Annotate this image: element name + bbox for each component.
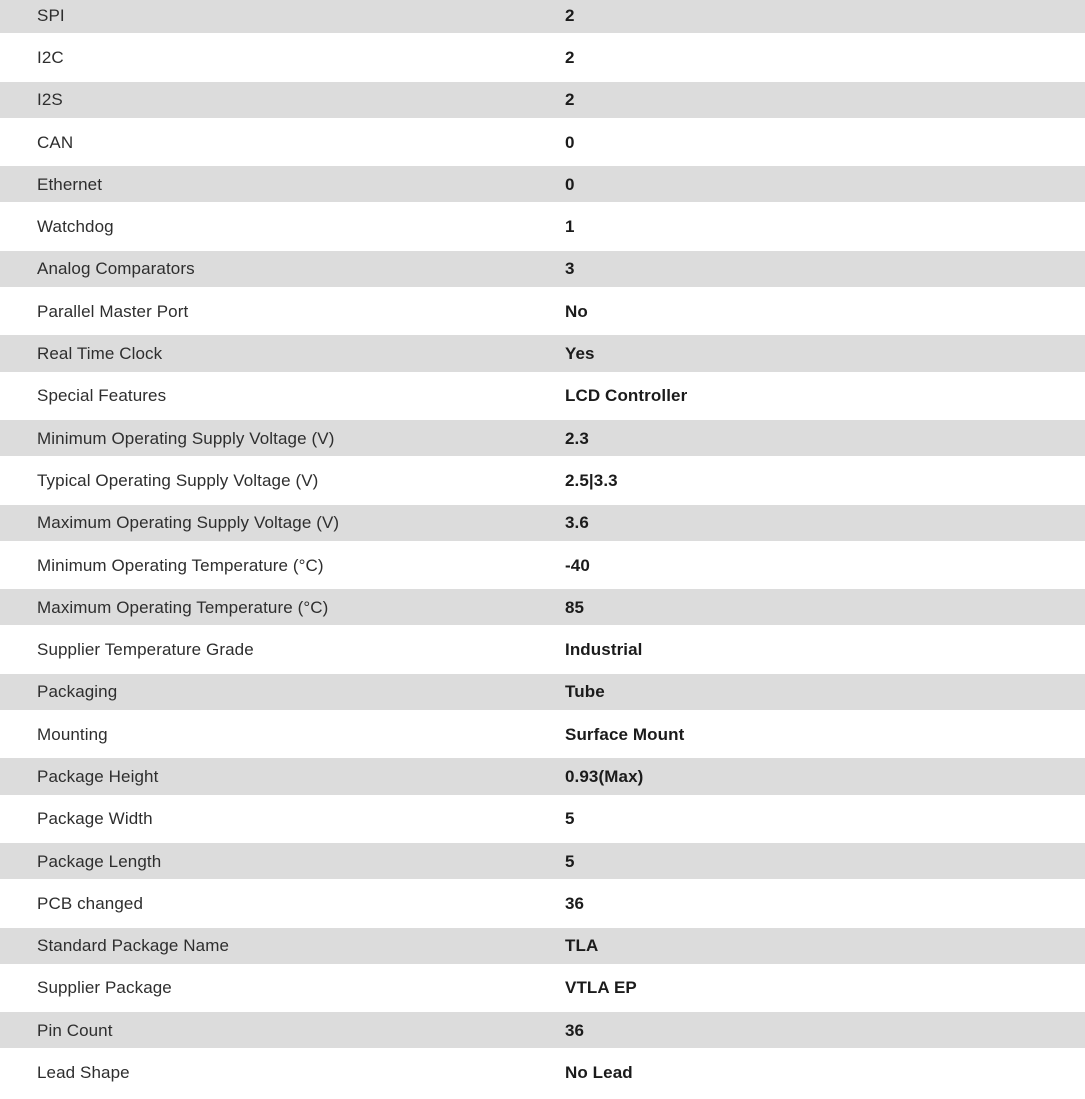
spec-value: -40 (565, 555, 590, 575)
spec-label: PCB changed (37, 893, 144, 913)
table-row (0, 39, 1085, 81)
table-row (0, 251, 1085, 293)
spec-label: Special Features (37, 386, 167, 406)
spec-label: Minimum Operating Temperature (°C) (37, 555, 324, 575)
table-row (0, 82, 1085, 124)
spec-value: 5 (565, 851, 575, 871)
table-row (0, 885, 1085, 927)
table-row (0, 420, 1085, 462)
spec-label: Supplier Temperature Grade (37, 640, 254, 660)
spec-value: 2 (565, 90, 575, 110)
spec-label: Parallel Master Port (37, 301, 189, 321)
table-row (0, 631, 1085, 673)
spec-value: 36 (565, 893, 585, 913)
spec-label: Ethernet (37, 174, 103, 194)
spec-value: 3 (565, 259, 575, 279)
table-row (0, 335, 1085, 377)
spec-value: No (565, 301, 588, 321)
spec-value: 2.5|3.3 (565, 470, 618, 490)
table-row (0, 1054, 1085, 1096)
table-row (0, 716, 1085, 758)
spec-value: 3.6 (565, 513, 589, 533)
spec-label: Pin Count (37, 1020, 113, 1040)
spec-label: Maximum Operating Temperature (°C) (37, 597, 329, 617)
spec-value: 2 (565, 47, 575, 67)
spec-value: 2 (565, 5, 575, 25)
spec-value: 0.93(Max) (565, 766, 644, 786)
spec-label: Mounting (37, 724, 108, 744)
spec-value: 36 (565, 1020, 585, 1040)
spec-label: Supplier Package (37, 978, 172, 998)
spec-value: 0 (565, 132, 575, 152)
spec-label: Maximum Operating Supply Voltage (V) (37, 513, 340, 533)
spec-value: 1 (565, 217, 575, 237)
spec-value: 0 (565, 174, 575, 194)
spec-label: Analog Comparators (37, 259, 195, 279)
table-row (0, 589, 1085, 631)
spec-value: Surface Mount (565, 724, 685, 744)
spec-label: Real Time Clock (37, 344, 163, 364)
spec-label: I2C (37, 47, 64, 67)
spec-label: CAN (37, 132, 74, 152)
spec-label: Minimum Operating Supply Voltage (V) (37, 428, 335, 448)
table-row (0, 843, 1085, 885)
spec-value: No Lead (565, 1063, 633, 1083)
table-row (0, 166, 1085, 208)
spec-value: Industrial (565, 640, 643, 660)
spec-value: 2.3 (565, 428, 589, 448)
table-row (0, 801, 1085, 843)
spec-label: Lead Shape (37, 1063, 130, 1083)
spec-label: Typical Operating Supply Voltage (V) (37, 470, 319, 490)
spec-label: Package Width (37, 809, 153, 829)
spec-label: Package Length (37, 851, 162, 871)
table-row (0, 547, 1085, 589)
table-row (0, 505, 1085, 547)
spec-label: I2S (37, 90, 63, 110)
spec-label: Packaging (37, 682, 118, 702)
spec-label: Standard Package Name (37, 936, 230, 956)
spec-value: Tube (565, 682, 605, 702)
spec-value: 5 (565, 809, 575, 829)
table-row (0, 378, 1085, 420)
spec-value: TLA (565, 936, 599, 956)
table-row (0, 1012, 1085, 1054)
spec-label: Package Height (37, 766, 159, 786)
table-row (0, 928, 1085, 970)
table-row (0, 124, 1085, 166)
table-row (0, 208, 1085, 250)
table-row (0, 462, 1085, 504)
table-row (0, 758, 1085, 800)
table-row (0, 970, 1085, 1012)
table-row (0, 674, 1085, 716)
spec-label: SPI (37, 5, 65, 25)
table-row (0, 0, 1085, 39)
table-row (0, 293, 1085, 335)
spec-value: Yes (565, 344, 595, 364)
spec-value: 85 (565, 597, 585, 617)
spec-value: VTLA EP (565, 978, 637, 998)
spec-value: LCD Controller (565, 386, 688, 406)
spec-label: Watchdog (37, 217, 114, 237)
